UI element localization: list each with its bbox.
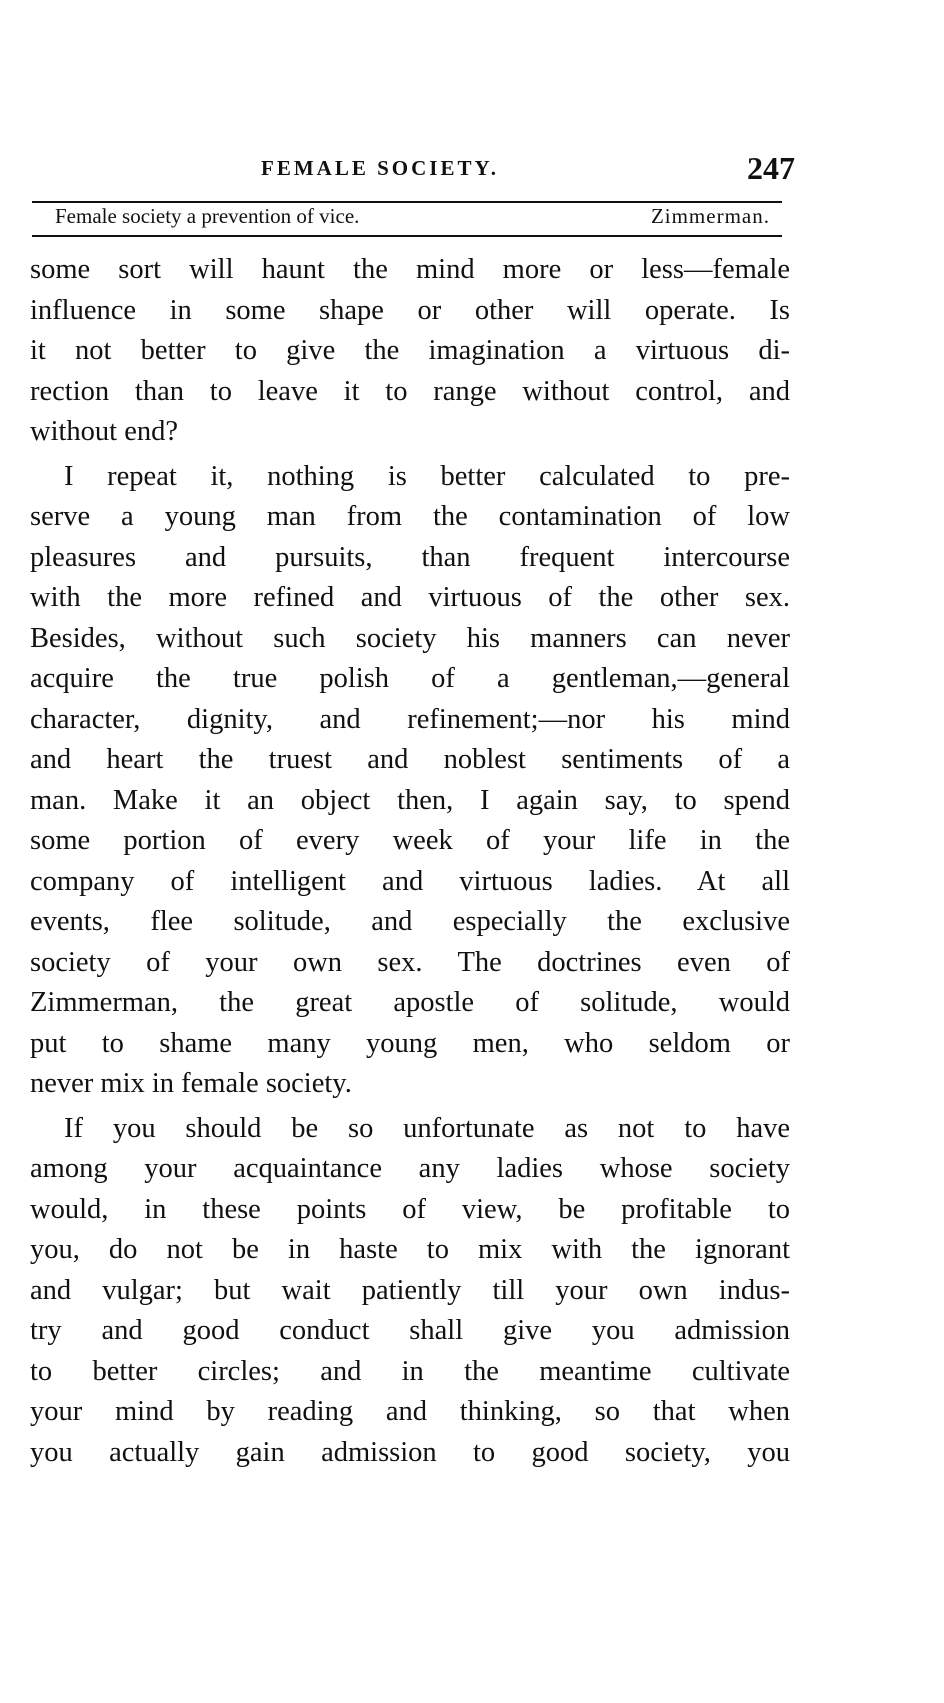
- running-title: FEMALE SOCIETY.: [261, 156, 499, 180]
- text-line: and heart the truest and noblest sentiments of a: [30, 744, 790, 775]
- text-line: you, do not be in haste to mix with the ignorant: [30, 1234, 790, 1265]
- text-line: company of intelligent and virtuous ladies. At all: [30, 865, 790, 897]
- paragraph: [30, 457, 790, 1105]
- text-line: society of your own sex. The doctrines even of: [30, 946, 790, 978]
- text-line: acquire the true polish of a gentleman,—general: [30, 663, 790, 694]
- text-line: it not better to give the imagination a virtuous di-: [30, 335, 790, 366]
- text-line: Zimmerman, the great apostle of solitude, would: [30, 987, 790, 1018]
- text-line: without end?: [30, 416, 179, 447]
- text-line: events, flee solitude, and especially the exclusive: [30, 906, 790, 937]
- body-text: [30, 250, 790, 1477]
- text-line: and vulgar; but wait patiently till your own indus-: [30, 1274, 790, 1306]
- text-line: If you should be so unfortunate as not to have: [64, 1112, 790, 1144]
- subhead-name: Zimmerman.: [650, 204, 770, 228]
- paragraph: [30, 1109, 790, 1474]
- text-line: Besides, without such society his manners can never: [30, 622, 790, 654]
- text-line: serve a young man from the contamination of low: [30, 501, 790, 532]
- text-line: rection than to leave it to range without control, and: [30, 375, 790, 407]
- text-line: influence in some shape or other will operate. Is: [30, 294, 790, 326]
- text-line: you actually gain admission to good society, you: [30, 1436, 790, 1468]
- text-line: some portion of every week of your life in the: [30, 825, 790, 856]
- running-head: [30, 150, 795, 190]
- text-line: would, in these points of view, be profitable to: [30, 1193, 790, 1225]
- subhead-topic: Female society a prevention of vice.: [55, 204, 360, 228]
- text-line: among your acquaintance any ladies whose society: [30, 1153, 790, 1184]
- text-line: character, dignity, and refinement;—nor his mind: [30, 703, 790, 735]
- text-line: with the more refined and virtuous of the other sex.: [30, 582, 790, 613]
- text-line: pleasures and pursuits, than frequent intercourse: [30, 541, 790, 573]
- header-rule-bottom: [32, 235, 782, 237]
- text-line: some sort will haunt the mind more or less—female: [30, 254, 790, 285]
- text-line: to better circles; and in the meantime cultivate: [30, 1355, 790, 1387]
- text-line: I repeat it, nothing is better calculated to pre-: [64, 460, 790, 492]
- text-line: man. Make it an object then, I again say, to spend: [30, 784, 790, 816]
- page-number: 247: [747, 150, 795, 186]
- text-line: put to shame many young men, who seldom or: [30, 1027, 790, 1059]
- text-line: try and good conduct shall give you admission: [30, 1315, 790, 1346]
- text-line: your mind by reading and thinking, so that when: [30, 1396, 790, 1427]
- paragraph: [30, 250, 790, 453]
- text-line: never mix in female society.: [30, 1068, 352, 1099]
- header-rule-top: [32, 201, 782, 203]
